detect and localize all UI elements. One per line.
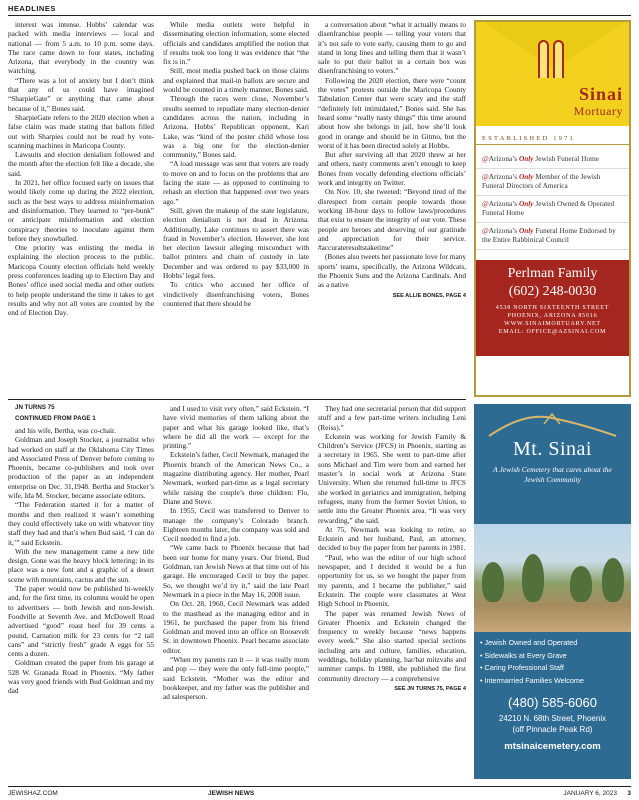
- paragraph: In 1955, Cecil was transferred to Denver to manage the company’s Colorado branch. Eighteen months later, the company was sold and Cecil needed to find a job.: [163, 506, 309, 544]
- paragraph: (Bones also tweets her passionate love for many sports’ teams, specifically, the Arizona Wildcats, the Phoenix Suns and the Arizona Cardinals. And as a native: [318, 252, 466, 290]
- mortuary-email-link[interactable]: EMAIL: OFFICE@AZSINAI.COM: [498, 329, 607, 335]
- paragraph: On Nov. 10, she tweeted: “Beyond tired of the disrespect from certain people towards those working 18-hour days to follow laws/procedures that exist to ensure the integrity of our vote. These people are heroes and deserving of our gratitude and appreciation for their service. #accurateresultstaketime”: [318, 187, 466, 253]
- bottom-column-3: [318, 404, 466, 782]
- badge-text: Arizona’s: [488, 226, 519, 235]
- paragraph: But after surviving all that 2020 threw at her and others, nasty comments aren’t enough to keep Bones from vocally defending elections officials’ work and integrity on Twitter.: [318, 150, 466, 188]
- mortuary-badges: [476, 151, 629, 250]
- mortuary-badge: [476, 223, 629, 250]
- paragraph: Still, given the makeup of the state legislature, election denialism is not dead in Arizona. Additionally, Lake continues to assert there was fraud in November’s election. However, she lost her election lawsuit alleging misconduct with ballot printers and chain of custody in late December and was ordered to pay $33,000 in Hobbs’ legal fees.: [163, 205, 309, 281]
- paragraph: Through the races were close, November’s results seemed to repudiate many election-denier candidates across the nation, including in Arizona. Hobbs’ Republican opponent, Kari Lake, was “kind of the poster child whose loss was a big one for the election-denier community,” Bones said.: [163, 94, 309, 160]
- cemetery-name: Mt. Sinai: [513, 438, 592, 460]
- jump-link[interactable]: SEE ALLIE BONES, PAGE 4: [392, 292, 466, 299]
- paragraph: In 2021, her office focused early on issues that would likely come up during the 2022 election, such as the best ways to address misinformation and disinformation. They learned to “pre-bunk” or anticipate misinformation and election conspiracy theories to inoculate against them before they snowballed.: [8, 178, 154, 243]
- paragraph: SharpieGate refers to the 2020 election when a false claim was made stating that ballots filled out with Sharpies could not be read by vote-scanning machines in Maricopa County.: [8, 112, 154, 150]
- paragraph: interest was intense. Hobbs’ calendar was packed with media interviews — local and national — from 5 a.m. to 10 p.m. some days. The race came down to four states, including Arizona, that everybody in the country was watching.: [8, 20, 154, 76]
- paragraph: Lawsuits and election denialism followed and the month after the election felt like a decade, she said.: [8, 150, 154, 178]
- bottom-column-1: [8, 404, 154, 782]
- story-kicker: JN TURNS 75: [15, 404, 55, 411]
- paragraph: Still, most media pushed back on those claims and explained that mail-in ballots are secure and would be counted in a timely manner, Bones said.: [163, 66, 309, 95]
- paragraph: a conversation about “what it actually means to disenfranchise people — telling your voters that it’s not safe to vote early, causing them to go and stand in long lines and telling them that it wasn’t safe to put their ballot in a certain box was disenfranchising to voters.”: [318, 20, 466, 76]
- paragraph: “When my parents ran it — it was really mom and pop — they were the only full-time people,” said Eckstein. “Mother was the editor and bookkeeper, and my father was the publisher and ad salesperson.: [163, 655, 309, 702]
- cemetery-tagline: A Jewish Cemetery that cares about the Jewish Community: [493, 465, 612, 484]
- paragraph: On Oct. 28, 1960, Cecil Newmark was added to the masthead as the managing editor and in 1961, he purchased the paper from his friend Goldman and moved into an office on Roosevelt St. in downtown Phoenix. Pearl became associate editor.: [163, 599, 309, 655]
- at-icon: @: [482, 172, 489, 181]
- site-url[interactable]: JEWISHAZ.COM: [8, 790, 58, 797]
- mortuary-badge: [476, 151, 629, 169]
- sinai-mortuary-ad[interactable]: [474, 20, 631, 397]
- address-line: 4538 NORTH SIXTEENTH STREET: [495, 305, 610, 311]
- paragraph: “There was a lot of anxiety but I don’t think that any of us could have imagined “SharpieGate” or anything that came about because of it,” Bones said.: [8, 75, 154, 113]
- paragraph: While media outlets were helpful in disseminating election information, some elected officials and candidates amplified the notion that if results took too long it was evidence that “the fix is in.”: [163, 20, 309, 67]
- paragraph: The paper would now be published bi-weekly and, for the first time, its columns would be open to advertisers — both Jewish and non-Jewish. Foodville at Seventh Ave. and McDowell Road advertised “good” roast beef for 39 cents a pound, Carnation milk for 23 cents for “2 tall cans” and “strictly fresh” grade A eggs for 55 cents a dozen.: [8, 584, 154, 659]
- established-line: ESTABLISHED 1971: [476, 126, 629, 145]
- section-header: [8, 4, 631, 16]
- badge-text: Only: [518, 199, 534, 208]
- mountain-icon: [484, 410, 621, 438]
- feature-item: • Sidewalks at Every Grave: [480, 650, 567, 660]
- badge-text: Funeral Home Endorsed by the Entire Rabbinical Council: [482, 226, 616, 244]
- feature-item: • Intermarried Families Welcome: [480, 675, 584, 685]
- address-line: (off Pinnacle Peak Rd): [512, 725, 593, 734]
- paragraph: Eckstein was working for Jewish Family & Children’s Service (JFCS) in Phoenix, starting as a secretary in 1965. She went to part-time after sons Michael and Tim were born and earned her master’s in social work at Arizona State University. When she returned full-time to JFCS she worked in geriatrics and immigration, helping refugees, many from the former Soviet Union, to settle into the Greater Phoenix area. “It was very rewarding,” she said.: [318, 431, 466, 525]
- paragraph: Goldman created the paper from his garage at 528 W. Granada Road in Phoenix. “My father was very good friends with Bud Goldman and my dad: [8, 658, 154, 696]
- issue-date: JANUARY 6, 2023: [563, 790, 617, 797]
- badge-text: Arizona’s: [488, 199, 519, 208]
- cemetery-website-link[interactable]: mtsinaicemetery.com: [504, 741, 601, 752]
- mortuary-website-link[interactable]: WWW.SINAIMORTUARY.NET: [504, 321, 601, 327]
- tree-icon: [482, 562, 504, 602]
- address-line: 24210 N. 68th Street, Phoenix: [498, 714, 607, 723]
- paper-name: JEWISH NEWS: [208, 790, 255, 797]
- badge-text: Member of the Jewish Funeral Directors of America: [482, 172, 601, 190]
- paragraph: Following the 2020 election, there were “count the votes” protests outside the Maricopa County Tabulation Center that were scary and the staff “definitely felt intimidated,” Bones said. She has heard some “really nasty things” this time around about how she belongs in jail, how she’ll look good in orange and should be in Gitmo, but the worst of it has been directed solely at Hobbs.: [318, 75, 466, 150]
- address-line: PHOENIX, ARIZONA 85016: [507, 313, 598, 319]
- badge-text: Only: [518, 172, 534, 181]
- section-divider: [8, 399, 466, 400]
- mortuary-badge: [476, 196, 629, 223]
- mortuary-subname: Mortuary: [573, 104, 623, 118]
- paragraph: One priority was enlisting the media in explaining the election process to the public. Maricopa County election officials held weekly press conferences leading up to Election Day and Bones’ office used social media and other outlets to help people understand the time it takes to get results and why not all votes are counted by the end of Election Day.: [8, 243, 154, 318]
- paragraph: “The Federation started it for a matter of months and then realized it wasn’t something they could effectively take on with whatever tiny staff they had and that’s when Bud said, ‘I can do it,’” said Eckstein.: [8, 500, 154, 547]
- paragraph: With the new management came a new title design. Gone was the heavy block lettering; in its place was a new font and a graphic of a desert scene with mountains, cactus and the sun.: [8, 546, 154, 584]
- jump-link[interactable]: SEE JN TURNS 75, PAGE 4: [394, 685, 466, 692]
- bottom-column-2: [163, 404, 309, 782]
- tree-icon: [570, 566, 592, 602]
- badge-text: Jewish Funeral Home: [533, 154, 600, 163]
- badge-text: Arizona’s: [488, 172, 519, 181]
- paragraph: “A load message was sent that voters are ready to move on and to focus on the problems that are facing the state — as opposed to continuing to rehash an election that happened over two years ago.”: [163, 159, 309, 206]
- mt-sinai-cemetery-ad[interactable]: [474, 404, 631, 779]
- paragraph: They had one secretarial person that did support stuff and a few part-time writers including Leni (Reiss).”: [318, 404, 466, 432]
- badge-text: Only: [518, 226, 534, 235]
- paragraph: The paper was renamed Jewish News of Greater Phoenix and Eckstein changed the frequency to weekly because “news happens every week.” She also started special sections including arts and culture, families, education, weddings, holiday planning, bar/bat mitzvahs and summer camps. In 1988, she published the first community directory — a comprehensive: [318, 608, 466, 683]
- mortuary-badge: [476, 169, 629, 196]
- perlman-block: [476, 260, 629, 356]
- continued-label: CONTINUED FROM PAGE 1: [15, 415, 96, 422]
- family-name: Perlman Family: [507, 266, 598, 281]
- at-icon: @: [482, 154, 489, 163]
- at-icon: @: [482, 199, 489, 208]
- feature-item: • Jewish Owned and Operated: [480, 638, 578, 647]
- cemetery-photo: [474, 524, 631, 632]
- mortuary-name: Sinai: [578, 84, 623, 104]
- paragraph: “We came back to Phoenix because that had been our home for many years. Our friend, Bud Goldman, ran Jewish News at that time out of his garage. He encouraged Cecil to buy the paper. So, we thought we’d try it,” said the late Pearl Newmark in a piece in the May 16, 2008 issue.: [163, 543, 309, 599]
- paragraph: At 75, Newmark was looking to retire, so Eckstein and her husband, Paul, an attorney, decided to buy the paper from her parents in 1981.: [318, 524, 466, 553]
- mortuary-phone[interactable]: (602) 248-0030: [508, 284, 597, 299]
- paragraph: Eckstein’s father, Cecil Newmark, managed the Phoenix branch of the American News Co., a magazine distributing agency. Her mother, Pearl Newmark, worked part-time as a legal secretary while raising the couple’s three children: Flo, Diane and Steve.: [163, 450, 309, 506]
- tree-icon: [602, 558, 624, 602]
- mortuary-address: [478, 304, 627, 336]
- arch-icon: [538, 40, 549, 78]
- paragraph: To critics who accused her office of vindictively disenfranchising voters, Bones countered that there should be: [163, 280, 309, 308]
- badge-text: Arizona’s: [488, 154, 519, 163]
- arch-icon: [553, 40, 564, 78]
- cemetery-address: [474, 713, 631, 735]
- cemetery-features: [474, 632, 631, 692]
- feature-item: • Caring Professional Staff: [480, 663, 564, 672]
- cemetery-logo: [474, 404, 631, 524]
- top-column-3: [318, 20, 466, 395]
- page-footer: [8, 786, 631, 798]
- section-label: HEADLINES: [8, 4, 56, 13]
- mortuary-logo: [476, 22, 629, 126]
- paragraph: and his wife, Bertha, was co-chair.: [15, 426, 116, 435]
- cemetery-phone[interactable]: (480) 585-6060: [508, 695, 597, 710]
- at-icon: @: [482, 226, 489, 235]
- badge-text: Jewish Owned & Operated Funeral Home: [482, 199, 615, 217]
- page-number: 3: [627, 790, 631, 797]
- paragraph: Goldman and Joseph Stocker, a journalist who had worked on staff at the Oklahoma City Times and Associated Press of Denver before coming to Phoenix, became co-publishers and took over production of the paper as an independent enterprise on Dec. 31,1948. Bertha and Stocker’s wife, Ida M. Stocker, became associate editors.: [8, 435, 154, 501]
- badge-text: Only: [518, 154, 534, 163]
- top-column-1: [8, 20, 154, 395]
- paragraph: and I used to visit very often,” said Eckstein. “I have vivid memories of them talking about the paper and what his garage looked like, that’s where he did all the work — except for the printing.”: [163, 404, 309, 451]
- tree-icon: [522, 554, 544, 602]
- top-column-2: [163, 20, 309, 395]
- paragraph: “Paul, who was the editor of our high school newspaper, and I decided it would be a fun opportunity for us, so we bought the paper from my parents, and I became the publisher,” said Eckstein. The couple were classmates at West High School in Phoenix.: [318, 552, 466, 609]
